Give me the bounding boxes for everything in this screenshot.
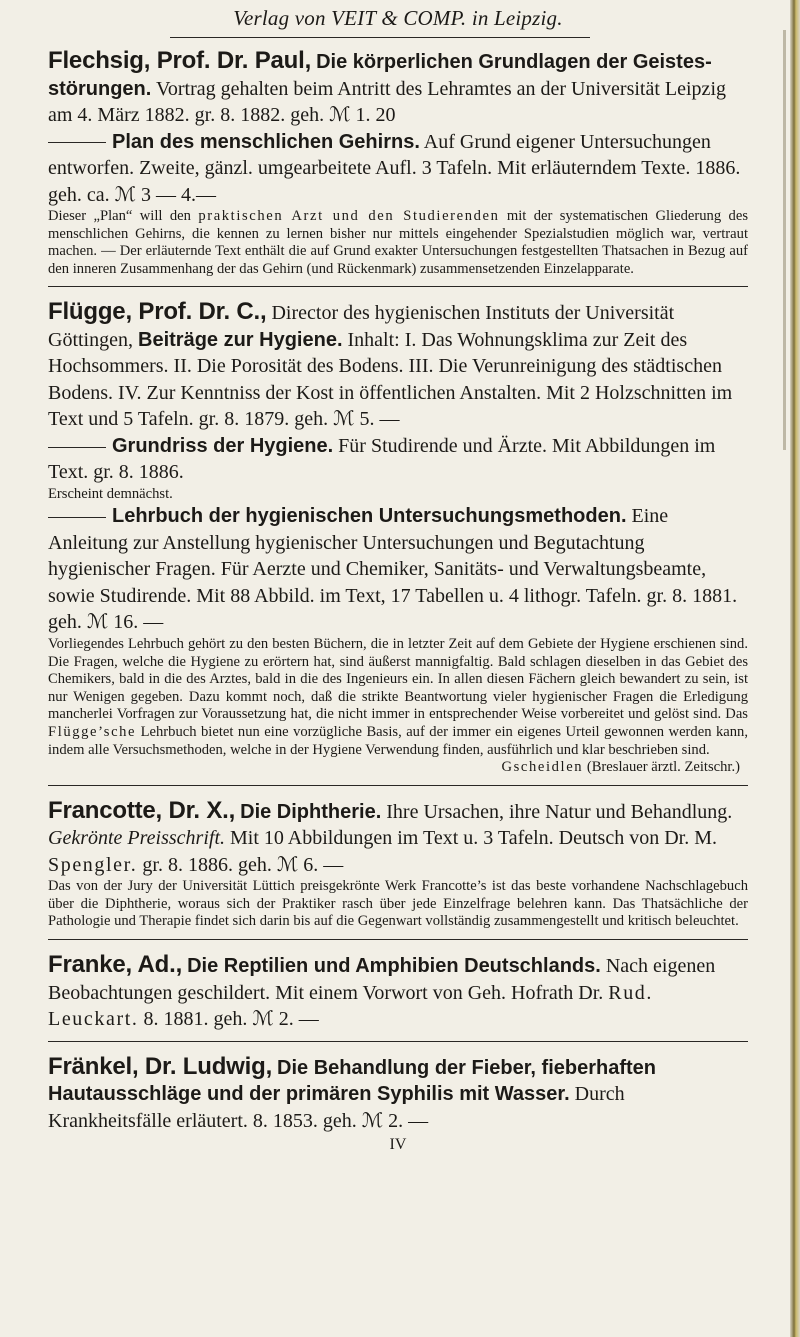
- ditto-dash: [48, 447, 106, 448]
- entry-flechsig: [48, 48, 748, 278]
- page-number: IV: [389, 1136, 407, 1153]
- translator-name: Spengler.: [48, 853, 138, 876]
- entry-franke: [48, 952, 748, 1033]
- entry-separator: [48, 939, 748, 940]
- book-details: Für Studirende und Ärzte. Mit Abbildungen im Text. gr. 8. 1886.: [48, 434, 716, 484]
- book-title: Plan des menschlichen Gehirns.: [112, 130, 420, 153]
- entry-fluegge-sub2: [48, 503, 748, 636]
- foreword-author: Rud. Leuckart.: [48, 981, 654, 1030]
- entry-separator: [48, 1041, 748, 1042]
- prize-note: Gekrönte Preisschrift.: [48, 827, 226, 850]
- book-title: Beiträge zur Hygiene.: [138, 328, 343, 351]
- review-source: Gscheidlen (Breslauer ärztl. Zeitschr.): [501, 759, 740, 776]
- book-title: Die körperlichen Grundlagen der Geistes-störungen.: [48, 51, 712, 100]
- author-name: Flügge, Prof. Dr. C.,: [48, 298, 267, 326]
- author-name: Fränkel, Dr. Ludwig,: [48, 1052, 273, 1080]
- entry-fraenkel: [48, 1054, 748, 1135]
- book-details: Vortrag gehalten beim Antritt des Lehramtes an der Universität Leipzig am 4. März 1882. gr. 8. 1882. geh. ℳ 1. 20: [48, 77, 726, 126]
- book-details: Eine Anleitung zur Anstellung hygienischer Untersuchungen und Begutachtung hygienischer Fragen. Für Aerzte und Chemiker, Sanitäts- und Verwaltungsbeamte, sowie Studirende. Mit 88 Abbild. im Text, 17 Tabellen u. 4 lithogr. Tafeln. gr. 8. 1881. geh. ℳ 16. —: [48, 505, 738, 634]
- book-note: Dieser „Plan“ will den praktischen Arzt und den Studierenden mit der systematischen Gliederung des menschlichen Gehirns, die kennen zu lernen bisher nur mittels eingehender Spezialstudien möglich war, vertraut machen. — Der erläuternde Text enthält die auf Grund exakter Untersuchungen festgestellten Thatsachen in Bezug auf den inneren Zusammenhang der das Gehirn (und Rückenmark) zusammensetzenden Einzelapparate.: [48, 208, 748, 277]
- book-details: Durch Krankheitsfälle erläutert. 8. 1853. geh. ℳ 2. —: [48, 1083, 625, 1132]
- catalog-page: [48, 0, 748, 1154]
- book-note: Das von der Jury der Universität Lüttich preisgekrönte Werk Francotte’s ist das beste vorhandene Nachschlagebuch über die Diphtherie, woraus sich der Praktiker rasch über jede Einzelfrage belehren kann. Das Thatsächliche der Pathologie und Therapie findet sich darin bis auf die Gegenwart vollständig zusammengestellt und kritisch beleuchtet.: [48, 878, 748, 930]
- author-name: Francotte, Dr. X.,: [48, 796, 236, 824]
- book-title: Die Behandlung der Fieber, fieberhaften Hautausschläge und der primären Syphilis mit Wasser.: [48, 1056, 657, 1105]
- entry-fraenkel-main: [48, 1054, 748, 1135]
- entry-fluegge-sub1: [48, 433, 748, 486]
- book-title: Grundriss der Hygiene.: [112, 434, 334, 457]
- author-intro: Director des hygienischen Instituts der Universität Göttingen,: [48, 302, 675, 351]
- publisher-header: Verlag von VEIT & COMP. in Leipzig.: [233, 6, 563, 30]
- book-details: Mit 10 Abbildungen im Text u. 3 Tafeln. Deutsch von Dr. M.: [230, 827, 717, 850]
- book-details: Inhalt: I. Das Wohnungsklima zur Zeit des Hochsommers. II. Die Porosität des Bodens. III. Die Verunreinigung des städtischen Bodens. IV. Zur Kenntniss der Kost in öffentlichen Anstalten. Mit 2 Holzschnitten im Text und 5 Tafeln. gr. 8. 1879. geh. ℳ 5. —: [48, 328, 733, 431]
- entry-separator: [48, 286, 748, 287]
- ditto-dash: [48, 142, 106, 143]
- book-title: Die Reptilien und Amphibien Deutschlands.: [187, 955, 601, 977]
- book-title: Lehrbuch der hygienischen Untersuchungsmethoden.: [112, 505, 627, 528]
- entry-francotte-main: [48, 798, 748, 879]
- entry-separator: [48, 785, 748, 786]
- author-name: Flechsig, Prof. Dr. Paul,: [48, 47, 312, 74]
- author-name: Franke, Ad.,: [48, 951, 183, 978]
- entry-flechsig-sub: [48, 129, 748, 209]
- entry-fluegge: [48, 299, 748, 776]
- book-edge: [790, 0, 800, 1337]
- book-review: Vorliegendes Lehrbuch gehört zu den besten Büchern, die in letzter Zeit auf dem Gebiete der Hygiene erschienen sind. Die Fragen, welche die Hygiene zu erörtern hat, sind äußerst mannigfaltig. Bald schlagen dieselben in das Gebiet des Chemikers, bald in die des Arztes, bald in die des Ingenieurs ein. In allen diesen Fächern gleich bewandert zu sein, ist nur Wenigen gegeben. Dazu kommt noch, daß die strikte Beantwortung vieler hygienischer Fragen die Erledigung mancherlei Vorfragen zur Voraussetzung hat, die nicht immer in entsprechender Weise vorbereitet und gelöst sind. Das Flügge’sche Lehrbuch bietet nun eine vorzügliche Basis, auf der immer ein eigenes Urteil gewonnen werden kann, indem alle Versuchsmethoden, welche in der Hygiene Verwendung finden, ausführlich und klar beschrieben sind.: [48, 635, 748, 758]
- book-details: 8. 1881. geh. ℳ 2. —: [143, 1008, 319, 1030]
- ditto-dash: [48, 517, 106, 518]
- entry-francotte: [48, 798, 748, 931]
- entry-fluegge-main: [48, 299, 748, 433]
- book-details: gr. 8. 1886. geh. ℳ 6. —: [142, 853, 344, 876]
- book-note: Erscheint demnächst.: [48, 485, 173, 502]
- book-title: Die Diphtherie.: [240, 800, 382, 823]
- entry-flechsig-main: [48, 48, 748, 129]
- book-details: Auf Grund eigener Untersuchungen entworfen. Zweite, gänzl. umgearbeitete Aufl. 3 Tafeln. Mit erläuterndem Texte. 1886. geh. ca. ℳ 3 — 4.—: [48, 130, 741, 206]
- book-details: Nach eigenen Beobachtungen geschildert. Mit einem Vorwort von Geh. Hofrath Dr.: [48, 955, 716, 1004]
- page-shadow: [783, 30, 786, 450]
- book-details: Ihre Ursachen, ihre Natur und Behandlung.: [386, 800, 733, 823]
- entry-franke-main: [48, 952, 748, 1033]
- header-rule: [170, 37, 590, 38]
